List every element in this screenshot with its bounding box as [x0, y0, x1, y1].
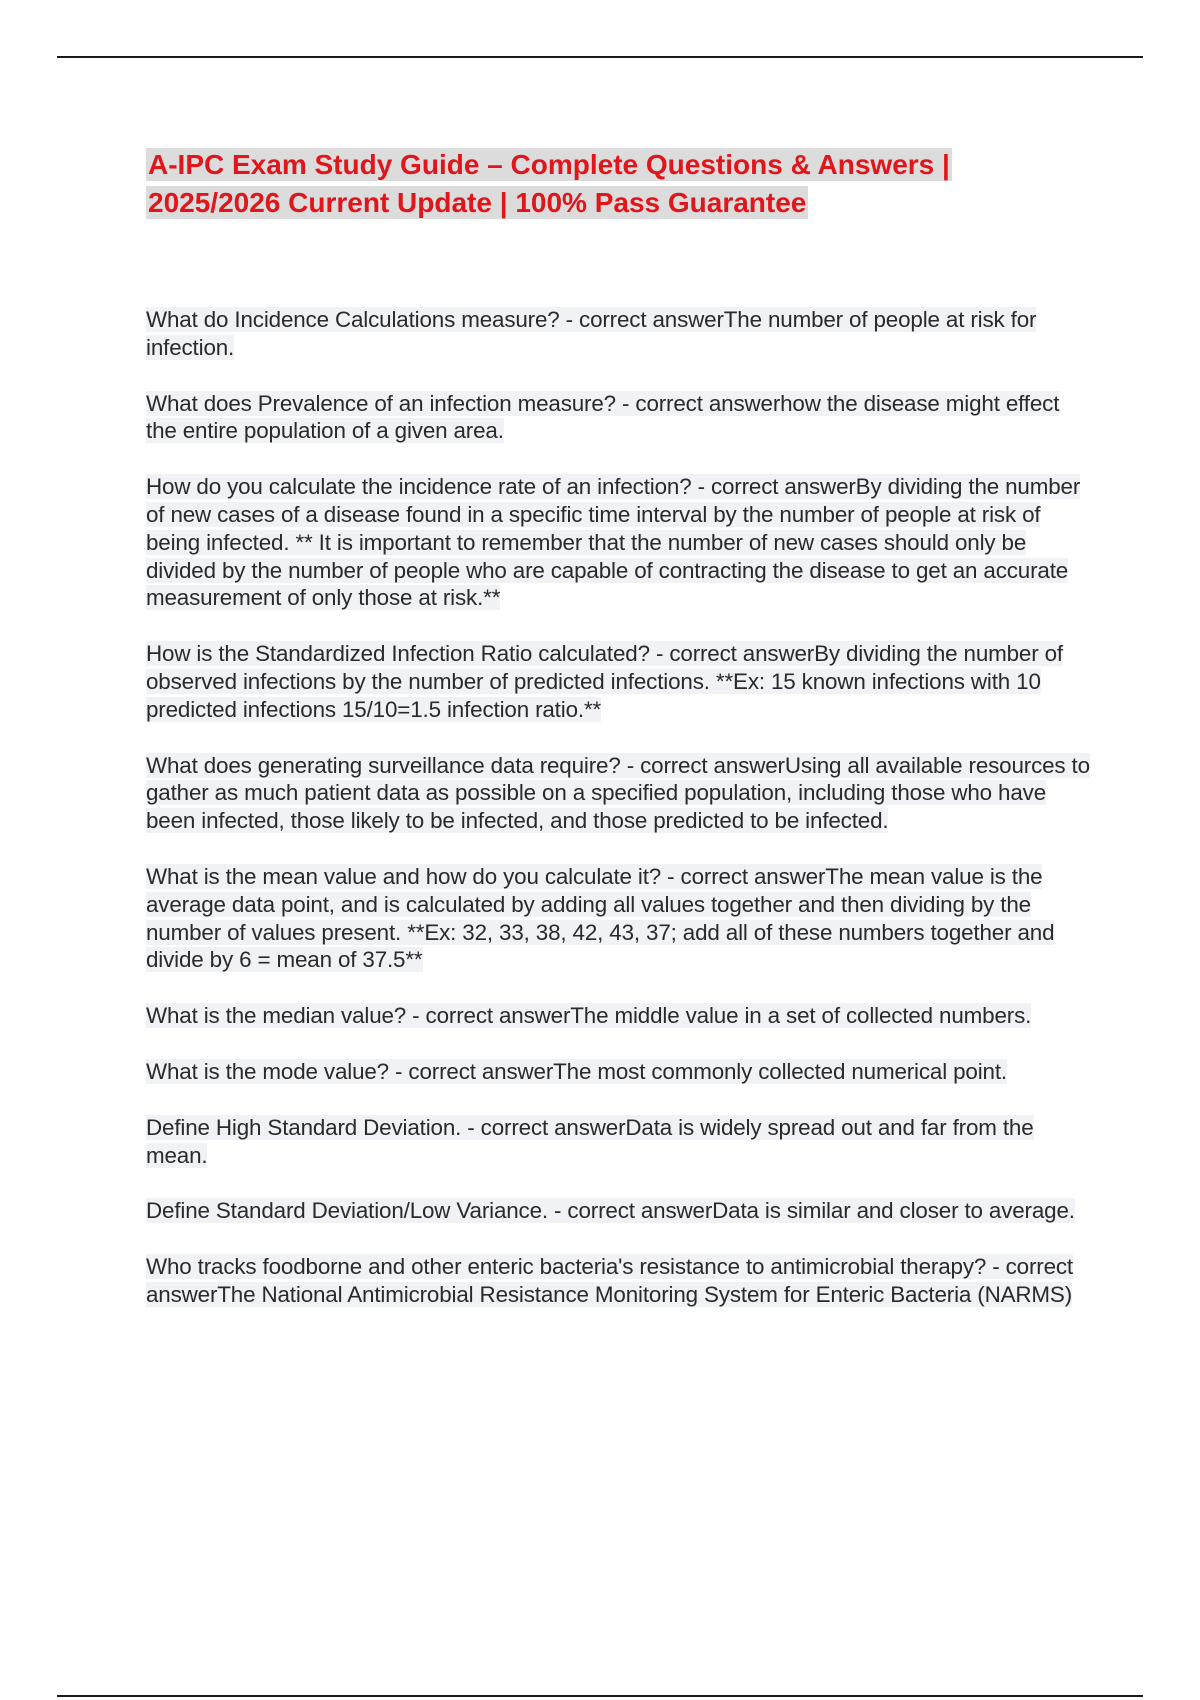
qa-item-median-value: [146, 1002, 1094, 1030]
qa-item-prevalence: [146, 390, 1094, 446]
qa-text: What is the mean value and how do you calculate it? - correct answerThe mean value is the average data point, and is calculated by adding all values together and then dividing by the number of values present. **Ex: 32, 33, 38, 42, 43, 37; add all of these numbers together and divide by 6 = mean of 37.5**: [146, 863, 1055, 973]
qa-text: How do you calculate the incidence rate of an infection? - correct answerBy dividing the number of new cases of a disease found in a specific time interval by the number of people at risk of being infected. ** It is important to remember that the number of new cases should only be divided by the number of people who are capable of contracting the disease to get an accurate measurement of only those at risk.**: [146, 474, 1081, 611]
document-title: [146, 146, 1006, 222]
qa-item-surveillance-data: [146, 752, 1094, 835]
qa-text: How is the Standardized Infection Ratio calculated? - correct answerBy dividing the number of observed infections by the number of predicted infections. **Ex: 15 known infections with 10 predicted infections 15/10=1.5 infection ratio.**: [146, 641, 1063, 722]
qa-item-standardized-infection-ratio: [146, 640, 1094, 723]
qa-text: What is the median value? - correct answerThe middle value in a set of collected numbers.: [146, 1003, 1032, 1029]
qa-text: Who tracks foodborne and other enteric bacteria's resistance to antimicrobial therapy? - correct answerThe National Antimicrobial Resistance Monitoring System for Enteric Bacteria (NARMS): [146, 1254, 1074, 1307]
qa-item-low-variance: [146, 1197, 1094, 1225]
qa-text: What does Prevalence of an infection measure? - correct answerhow the disease might effect the entire population of a given area.: [146, 390, 1060, 444]
document-title-text: A-IPC Exam Study Guide – Complete Questions & Answers | 2025/2026 Current Update | 100% Pass Guarantee: [148, 149, 950, 218]
bottom-rule: [57, 1695, 1143, 1697]
qa-item-incidence-calculations: [146, 306, 1094, 362]
qa-item-mean-value: [146, 863, 1094, 974]
qa-text: Define Standard Deviation/Low Variance. - correct answerData is similar and closer to average.: [146, 1198, 1075, 1224]
qa-item-incidence-rate: [146, 473, 1094, 612]
qa-item-mode-value: [146, 1058, 1094, 1086]
qa-item-narms: [146, 1253, 1094, 1309]
qa-text: Define High Standard Deviation. - correct answerData is widely spread out and far from the mean.: [146, 1114, 1034, 1168]
qa-list: [146, 306, 1094, 1337]
qa-item-high-standard-deviation: [146, 1114, 1094, 1170]
qa-text: What is the mode value? - correct answerThe most commonly collected numerical point.: [146, 1058, 1007, 1084]
qa-text: What does generating surveillance data require? - correct answerUsing all available resources to gather as much patient data as possible on a specified population, including those who have been infected, those likely to be infected, and those predicted to be infected.: [146, 752, 1090, 834]
top-rule: [57, 56, 1143, 58]
qa-text: What do Incidence Calculations measure? - correct answerThe number of people at risk for infection.: [146, 307, 1037, 360]
